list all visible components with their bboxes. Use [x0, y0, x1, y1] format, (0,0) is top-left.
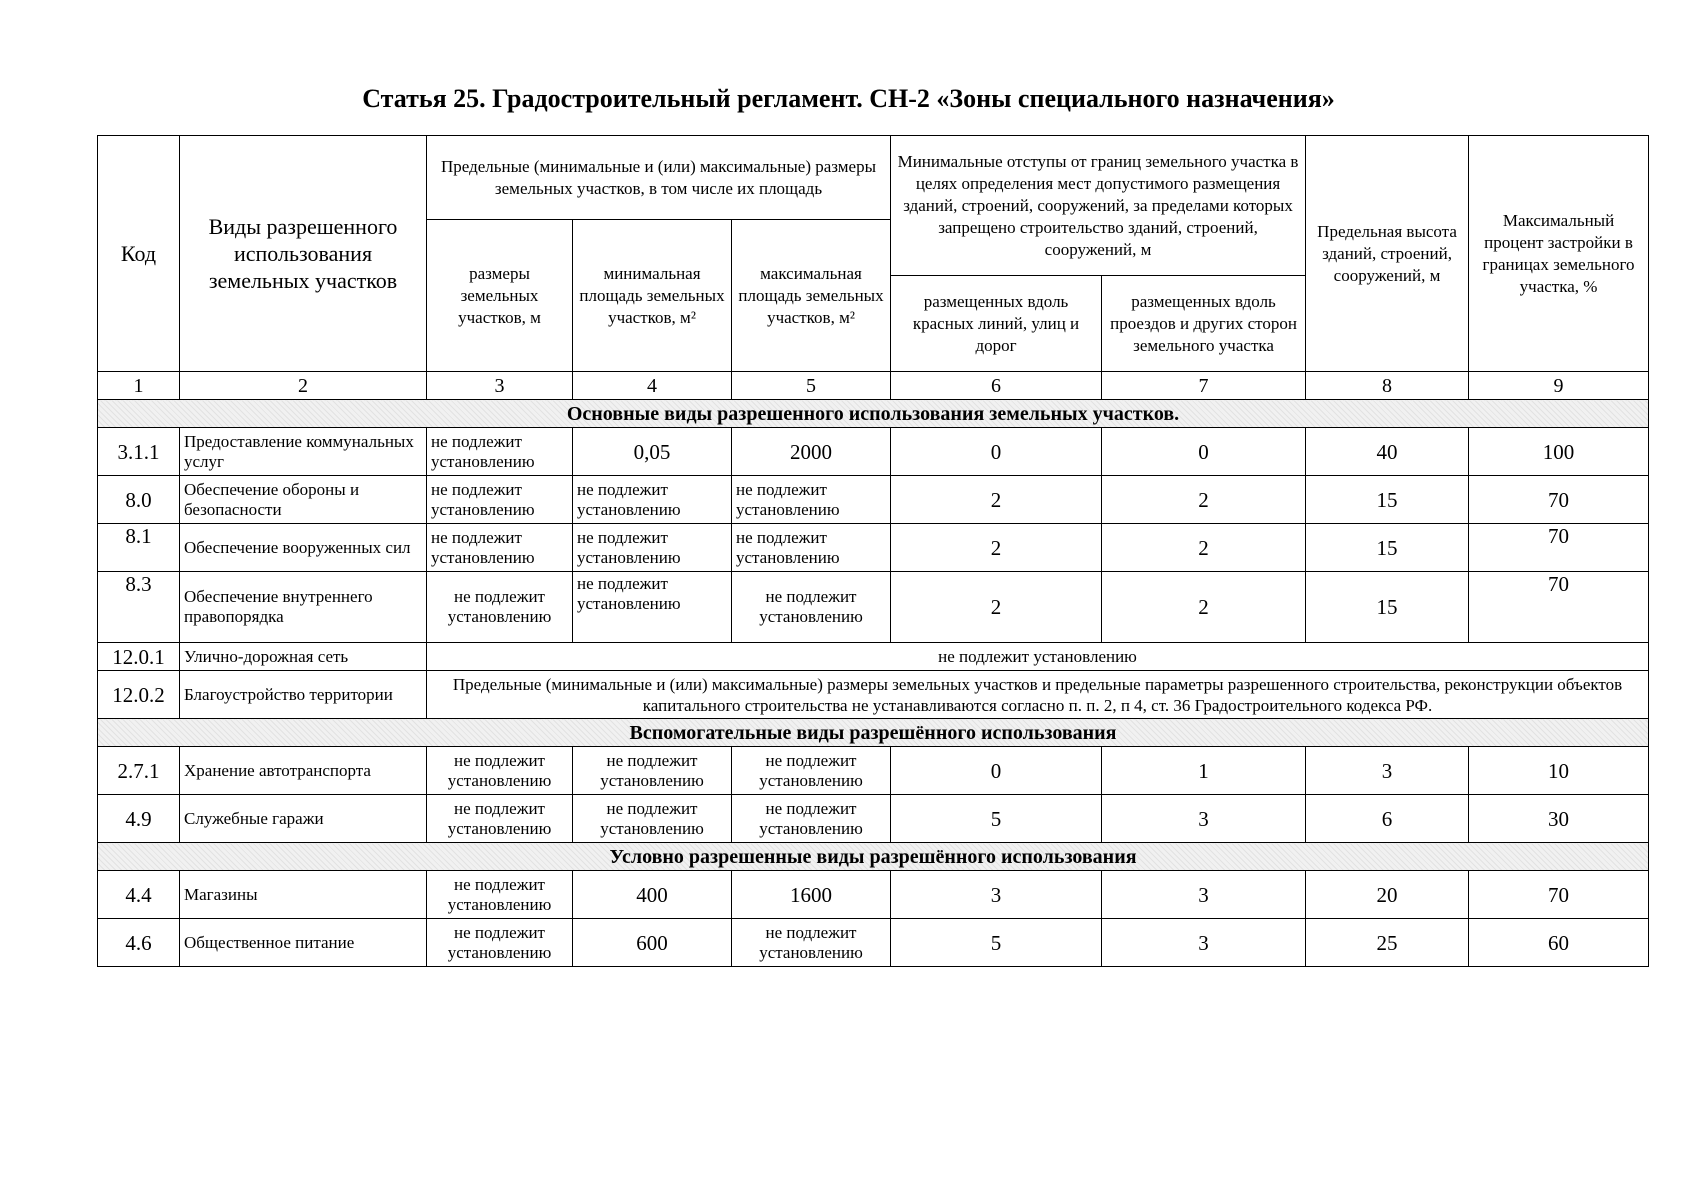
cell-plot-size: не подлежит установлению	[427, 871, 573, 919]
cell-setback-other: 2	[1102, 524, 1306, 572]
table-row	[98, 871, 1649, 919]
cell-setback-red: 2	[891, 572, 1102, 643]
cell-min-area: не подлежит установлению	[573, 795, 732, 843]
cell-merged-parameters: Предельные (минимальные и (или) максимальные) размеры земельных участков и предельные параметры разрешенного строительства, реконструкции объектов капитального строительства не устанавливаются согласно п. п. 2, п 4, ст. 36 Градостроительного кодекса РФ.	[427, 671, 1649, 719]
cell-max-height: 20	[1306, 871, 1469, 919]
cell-code: 8.3	[98, 572, 180, 643]
cell-max-height: 15	[1306, 572, 1469, 643]
cell-use-name: Общественное питание	[180, 919, 427, 967]
header-limits-group: Предельные (минимальные и (или) максимальные) размеры земельных участков, в том числе их площадь	[427, 136, 891, 220]
cell-max-coverage: 60	[1469, 919, 1649, 967]
column-number: 4	[573, 372, 732, 400]
cell-setback-red: 2	[891, 524, 1102, 572]
column-number: 6	[891, 372, 1102, 400]
cell-max-area: 1600	[732, 871, 891, 919]
cell-plot-size: не подлежит установлению	[427, 747, 573, 795]
cell-code: 12.0.1	[98, 643, 180, 671]
cell-max-area: не подлежит установлению	[732, 476, 891, 524]
cell-use-name: Служебные гаражи	[180, 795, 427, 843]
cell-code: 8.0	[98, 476, 180, 524]
cell-code: 8.1	[98, 524, 180, 572]
cell-min-area: не подлежит установлению	[573, 572, 732, 643]
column-number: 3	[427, 372, 573, 400]
cell-code: 4.4	[98, 871, 180, 919]
header-code: Код	[98, 136, 180, 372]
section-conditional-heading: Условно разрешенные виды разрешённого использования	[98, 843, 1649, 871]
table-row	[98, 524, 1649, 572]
column-number: 8	[1306, 372, 1469, 400]
cell-max-height: 6	[1306, 795, 1469, 843]
table-row	[98, 671, 1649, 719]
cell-use-name: Обеспечение обороны и безопасности	[180, 476, 427, 524]
column-number: 1	[98, 372, 180, 400]
cell-plot-size: не подлежит установлению	[427, 476, 573, 524]
cell-code: 3.1.1	[98, 428, 180, 476]
cell-setback-red: 0	[891, 747, 1102, 795]
cell-min-area: не подлежит установлению	[573, 524, 732, 572]
cell-max-coverage: 30	[1469, 795, 1649, 843]
section-auxiliary-heading: Вспомогательные виды разрешённого использования	[98, 719, 1649, 747]
cell-setback-other: 3	[1102, 919, 1306, 967]
cell-max-coverage: 70	[1469, 572, 1649, 643]
table-row	[98, 476, 1649, 524]
header-setbacks-group: Минимальные отступы от границ земельного участка в целях определения мест допустимого размещения зданий, строений, сооружений, за пределами которых запрещено строительство зданий, строений, сооружений, м	[891, 136, 1306, 276]
header-max-area: максимальная площадь земельных участков, м²	[732, 220, 891, 372]
cell-code: 12.0.2	[98, 671, 180, 719]
table-row	[98, 919, 1649, 967]
header-row	[98, 136, 1649, 220]
cell-use-name: Благоустройство территории	[180, 671, 427, 719]
table-row	[98, 795, 1649, 843]
cell-max-coverage: 70	[1469, 871, 1649, 919]
cell-setback-other: 2	[1102, 572, 1306, 643]
cell-min-area: 600	[573, 919, 732, 967]
header-max-coverage: Максимальный процент застройки в границах земельного участка, %	[1469, 136, 1649, 372]
column-number: 5	[732, 372, 891, 400]
table-row	[98, 428, 1649, 476]
table-row	[98, 643, 1649, 671]
cell-code: 2.7.1	[98, 747, 180, 795]
cell-min-area: не подлежит установлению	[573, 747, 732, 795]
cell-setback-other: 2	[1102, 476, 1306, 524]
section-row	[98, 719, 1649, 747]
column-number: 9	[1469, 372, 1649, 400]
cell-max-height: 3	[1306, 747, 1469, 795]
cell-max-height: 15	[1306, 476, 1469, 524]
cell-code: 4.9	[98, 795, 180, 843]
cell-max-coverage: 70	[1469, 524, 1649, 572]
column-number: 7	[1102, 372, 1306, 400]
cell-plot-size: не подлежит установлению	[427, 428, 573, 476]
cell-setback-other: 0	[1102, 428, 1306, 476]
cell-max-coverage: 70	[1469, 476, 1649, 524]
cell-max-area: не подлежит установлению	[732, 572, 891, 643]
cell-use-name: Обеспечение вооруженных сил	[180, 524, 427, 572]
cell-use-name: Улично-дорожная сеть	[180, 643, 427, 671]
header-setback-red-lines: размещенных вдоль красных линий, улиц и дорог	[891, 276, 1102, 372]
cell-max-height: 15	[1306, 524, 1469, 572]
cell-min-area: 400	[573, 871, 732, 919]
cell-plot-size: не подлежит установлению	[427, 572, 573, 643]
table-row	[98, 572, 1649, 643]
cell-use-name: Магазины	[180, 871, 427, 919]
column-number-row	[98, 372, 1649, 400]
cell-code: 4.6	[98, 919, 180, 967]
cell-use-name: Обеспечение внутреннего правопорядка	[180, 572, 427, 643]
cell-max-area: не подлежит установлению	[732, 919, 891, 967]
cell-setback-other: 3	[1102, 795, 1306, 843]
table-row	[98, 747, 1649, 795]
cell-setback-other: 3	[1102, 871, 1306, 919]
cell-setback-red: 2	[891, 476, 1102, 524]
cell-setback-red: 5	[891, 919, 1102, 967]
header-plot-size: размеры земельных участков, м	[427, 220, 573, 372]
cell-setback-red: 5	[891, 795, 1102, 843]
cell-max-height: 25	[1306, 919, 1469, 967]
section-row	[98, 400, 1649, 428]
cell-max-coverage: 100	[1469, 428, 1649, 476]
cell-max-area: не подлежит установлению	[732, 524, 891, 572]
header-setback-other: размещенных вдоль проездов и других сторон земельного участка	[1102, 276, 1306, 372]
cell-min-area: не подлежит установлению	[573, 476, 732, 524]
section-main-heading: Основные виды разрешенного использования земельных участков.	[98, 400, 1649, 428]
cell-max-area: 2000	[732, 428, 891, 476]
header-use-type: Виды разрешенного использования земельных участков	[180, 136, 427, 372]
cell-setback-other: 1	[1102, 747, 1306, 795]
cell-plot-size: не подлежит установлению	[427, 919, 573, 967]
cell-merged-parameters: не подлежит установлению	[427, 643, 1649, 671]
cell-min-area: 0,05	[573, 428, 732, 476]
header-max-height: Предельная высота зданий, строений, сооружений, м	[1306, 136, 1469, 372]
cell-setback-red: 3	[891, 871, 1102, 919]
cell-max-area: не подлежит установлению	[732, 747, 891, 795]
cell-plot-size: не подлежит установлению	[427, 795, 573, 843]
header-min-area: минимальная площадь земельных участков, м²	[573, 220, 732, 372]
cell-max-area: не подлежит установлению	[732, 795, 891, 843]
cell-max-height: 40	[1306, 428, 1469, 476]
cell-use-name: Предоставление коммунальных услуг	[180, 428, 427, 476]
cell-plot-size: не подлежит установлению	[427, 524, 573, 572]
regulation-table	[97, 135, 1649, 967]
cell-setback-red: 0	[891, 428, 1102, 476]
page-title: Статья 25. Градостроительный регламент. СН-2 «Зоны специального назначения»	[362, 84, 1335, 113]
cell-max-coverage: 10	[1469, 747, 1649, 795]
section-row	[98, 843, 1649, 871]
cell-use-name: Хранение автотранспорта	[180, 747, 427, 795]
column-number: 2	[180, 372, 427, 400]
